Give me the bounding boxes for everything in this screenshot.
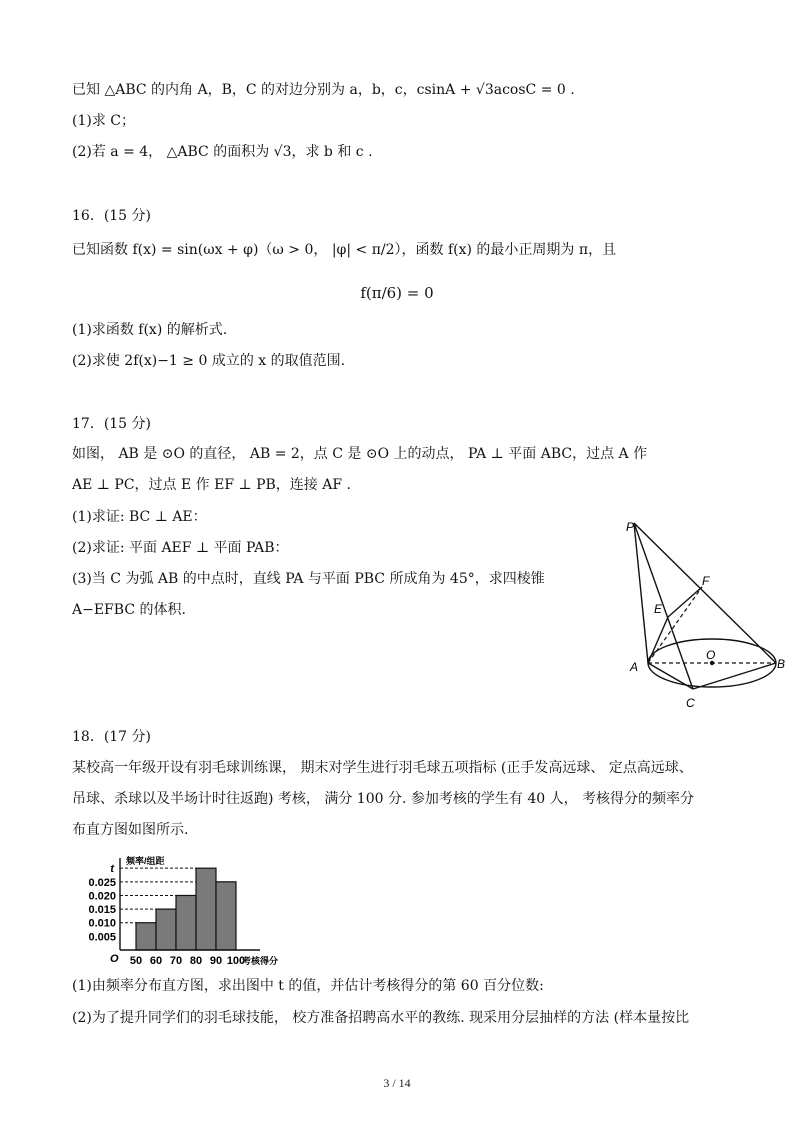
q16-stem: 已知函数 f(x) = sin(ωx + φ)（ω > 0， |φ| < π/2），函数 f(x) 的最小正周期为 π，且: [72, 242, 617, 258]
q18-stem-line3: 布直方图如图所示.: [72, 822, 189, 838]
label-F: F: [702, 574, 710, 588]
origin-label: O: [110, 953, 119, 965]
q18-stem-line1: 某校高一年级开设有羽毛球训练课， 期末对学生进行羽毛球五项指标 (正手发高远球、 定点高远球、: [72, 760, 693, 776]
q17-heading: 17．(15 分): [72, 416, 152, 432]
label-P: P: [626, 520, 635, 534]
q16-part2: (2)求使 2f(x)−1 ≥ 0 成立的 x 的取值范围.: [72, 353, 346, 369]
bar-70-80: [176, 895, 196, 950]
x-tick-70: 70: [169, 955, 183, 967]
y-tick-0.005: 0.005: [88, 931, 116, 944]
q15-part2: (2)若 a = 4， △ABC 的面积为 √3，求 b 和 c .: [72, 144, 373, 160]
x-tick-90: 90: [209, 955, 223, 967]
y-tick-0.015: 0.015: [88, 904, 116, 917]
y-tick-0.010: 0.010: [88, 917, 116, 930]
q17-part2: (2)求证: 平面 AEF ⊥ 平面 PAB：: [72, 540, 289, 556]
x-tick-100: 100: [226, 955, 246, 967]
bar-80-90: [196, 868, 216, 950]
q17-geometry-figure: [620, 515, 790, 715]
edge-AC: [648, 663, 693, 689]
x-axis-title: 考核得分: [242, 956, 279, 966]
y-axis-title: 频率/组距: [126, 856, 165, 866]
t-label: t: [110, 863, 114, 876]
frequency-histogram: [72, 852, 312, 968]
bar-90-100: [216, 882, 236, 950]
edge-PB: [634, 523, 776, 663]
label-B: B: [777, 657, 786, 671]
q17-part3-line1: (3)当 C 为弧 AB 的中点时，直线 PA 与平面 PBC 所成角为 45°，求四棱锥: [72, 571, 545, 587]
label-C: C: [686, 696, 695, 710]
q16-heading: 16．(15 分): [72, 208, 152, 224]
q17-part1: (1)求证: BC ⊥ AE：: [72, 509, 207, 525]
q18-part2: (2)为了提升同学们的羽毛球技能， 校方准备招聘高水平的教练. 现采用分层抽样的方法 (样本量按比: [72, 1010, 690, 1026]
q17-part3-line2: A−EFBC 的体积.: [72, 602, 186, 618]
y-tick-0.025: 0.025: [88, 876, 116, 889]
q15-stem: 已知 △ABC 的内角 A，B，C 的对边分别为 a，b，c，csinA + √3acosC = 0 .: [72, 82, 575, 98]
q18-heading: 18．(17 分): [72, 729, 152, 745]
bar-60-70: [156, 909, 176, 950]
q15-part1: (1)求 C；: [72, 113, 135, 129]
page-number: 3 / 14: [383, 1076, 411, 1090]
edge-EF: [668, 587, 702, 617]
q16-formula: f(π/6) = 0: [360, 284, 434, 302]
x-tick-50: 50: [129, 955, 143, 967]
q17-stem-line1: 如图， AB 是 ⊙O 的直径， AB = 2，点 C 是 ⊙O 上的动点， PA ⊥ 平面 ABC，过点 A 作: [72, 446, 648, 462]
x-tick-80: 80: [189, 955, 203, 967]
q18-stem-line2: 吊球、杀球以及半场计时往返跑) 考核， 满分 100 分. 参加考核的学生有 40 人， 考核得分的频率分: [72, 791, 695, 807]
q18-part1: (1)由频率分布直方图，求出图中 t 的值，并估计考核得分的第 60 百分位数:: [72, 978, 544, 994]
q16-part1: (1)求函数 f(x) 的解析式.: [72, 322, 228, 338]
bar-50-60: [136, 923, 156, 950]
y-tick-0.020: 0.020: [88, 890, 116, 903]
label-A: A: [630, 660, 639, 674]
label-E: E: [654, 602, 663, 616]
q17-stem-line2: AE ⊥ PC，过点 E 作 EF ⊥ PB，连接 AF .: [72, 477, 351, 493]
label-O: O: [706, 648, 716, 662]
x-tick-60: 60: [149, 955, 163, 967]
